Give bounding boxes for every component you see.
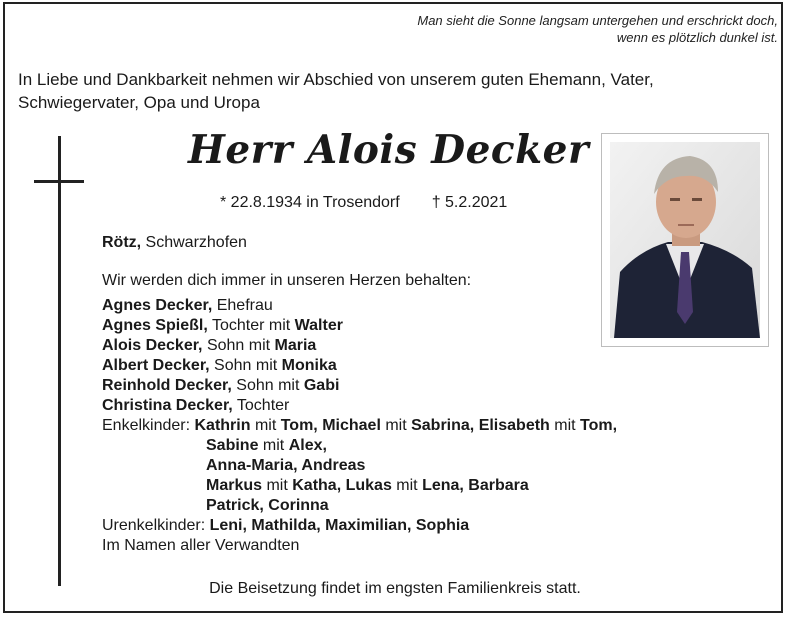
list-item bbox=[102, 396, 617, 416]
intro-line-1: In Liebe und Dankbarkeit nehmen wir Abschied von unserem guten Ehemann, Vater, bbox=[18, 70, 654, 89]
person-name: Tom, bbox=[580, 417, 618, 434]
person-name: Patrick, Corinna bbox=[206, 497, 329, 514]
person-name: Lena, Barbara bbox=[422, 477, 529, 494]
person-name: Reinhold Decker, bbox=[102, 377, 232, 394]
survivors-list bbox=[102, 296, 617, 556]
cross-icon bbox=[34, 136, 88, 591]
person-name: Christina Decker, bbox=[102, 397, 233, 414]
connector: mit bbox=[258, 437, 289, 454]
residence bbox=[102, 232, 247, 254]
relation: Tochter bbox=[232, 397, 290, 414]
relation: Sohn mit bbox=[231, 377, 304, 394]
residence-town: Rötz, bbox=[102, 234, 142, 251]
birth-date: * 22.8.1934 in Trosendorf bbox=[220, 194, 400, 211]
partner-name: Maria bbox=[274, 337, 317, 354]
relation: Sohn mit bbox=[209, 357, 282, 374]
death-date: † 5.2.2021 bbox=[431, 194, 508, 211]
quote-line-1: Man sieht die Sonne langsam untergehen und erschrickt doch, bbox=[417, 13, 778, 28]
person-name: Agnes Spießl, bbox=[102, 317, 208, 334]
partner-name: Gabi bbox=[303, 377, 340, 394]
residence-rest: Schwarzhofen bbox=[141, 234, 247, 251]
person-name: Alex, bbox=[288, 437, 327, 454]
grandchildren-row bbox=[102, 496, 617, 516]
partner-name: Monika bbox=[281, 357, 337, 374]
deceased-name: Herr Alois Decker bbox=[188, 127, 590, 173]
person-name: Katha, Lukas bbox=[292, 477, 392, 494]
list-item bbox=[102, 316, 617, 336]
grandchildren-row bbox=[102, 436, 617, 456]
connector: mit bbox=[549, 417, 581, 434]
list-item bbox=[102, 336, 617, 356]
great-grandchildren-row bbox=[102, 516, 617, 536]
funeral-note: Die Beisetzung findet im engsten Familienkreis statt. bbox=[209, 580, 581, 597]
connector: mit bbox=[380, 417, 412, 434]
connector: mit bbox=[391, 477, 423, 494]
relatives-line: Im Namen aller Verwandten bbox=[102, 537, 300, 554]
grandchildren-row bbox=[102, 416, 617, 436]
portrait-photo bbox=[601, 133, 769, 347]
person-name: Sabrina, Elisabeth bbox=[411, 417, 550, 434]
quote bbox=[417, 12, 778, 46]
connector: mit bbox=[262, 477, 293, 494]
list-item bbox=[102, 296, 617, 316]
person-name: Kathrin bbox=[194, 417, 251, 434]
relation: Ehefrau bbox=[212, 297, 273, 314]
list-item bbox=[102, 376, 617, 396]
quote-line-2: wenn es plötzlich dunkel ist. bbox=[616, 30, 778, 45]
person-name: Agnes Decker, bbox=[102, 297, 213, 314]
person-name: Anna-Maria, Andreas bbox=[206, 457, 366, 474]
connector: mit bbox=[250, 417, 281, 434]
relation: Sohn mit bbox=[202, 337, 275, 354]
person-name: Alois Decker, bbox=[102, 337, 203, 354]
person-name: Albert Decker, bbox=[102, 357, 210, 374]
partner-name: Walter bbox=[294, 317, 343, 334]
person-name: Tom, Michael bbox=[280, 417, 381, 434]
list-item bbox=[102, 356, 617, 376]
grandchildren-label: Enkelkinder: bbox=[102, 417, 195, 434]
life-dates bbox=[220, 192, 507, 214]
grandchildren-row bbox=[102, 476, 617, 496]
grandchildren-row bbox=[102, 456, 617, 476]
person-name: Leni, Mathilda, Maximilian, Sophia bbox=[209, 517, 470, 534]
great-grandchildren-label: Urenkelkinder: bbox=[102, 517, 210, 534]
person-name: Sabine bbox=[206, 437, 259, 454]
intro-line-2: Schwiegervater, Opa und Uropa bbox=[18, 93, 260, 112]
relation: Tochter mit bbox=[207, 317, 295, 334]
motto: Wir werden dich immer in unseren Herzen behalten: bbox=[102, 272, 472, 289]
person-name: Markus bbox=[206, 477, 263, 494]
intro-text bbox=[18, 68, 718, 114]
